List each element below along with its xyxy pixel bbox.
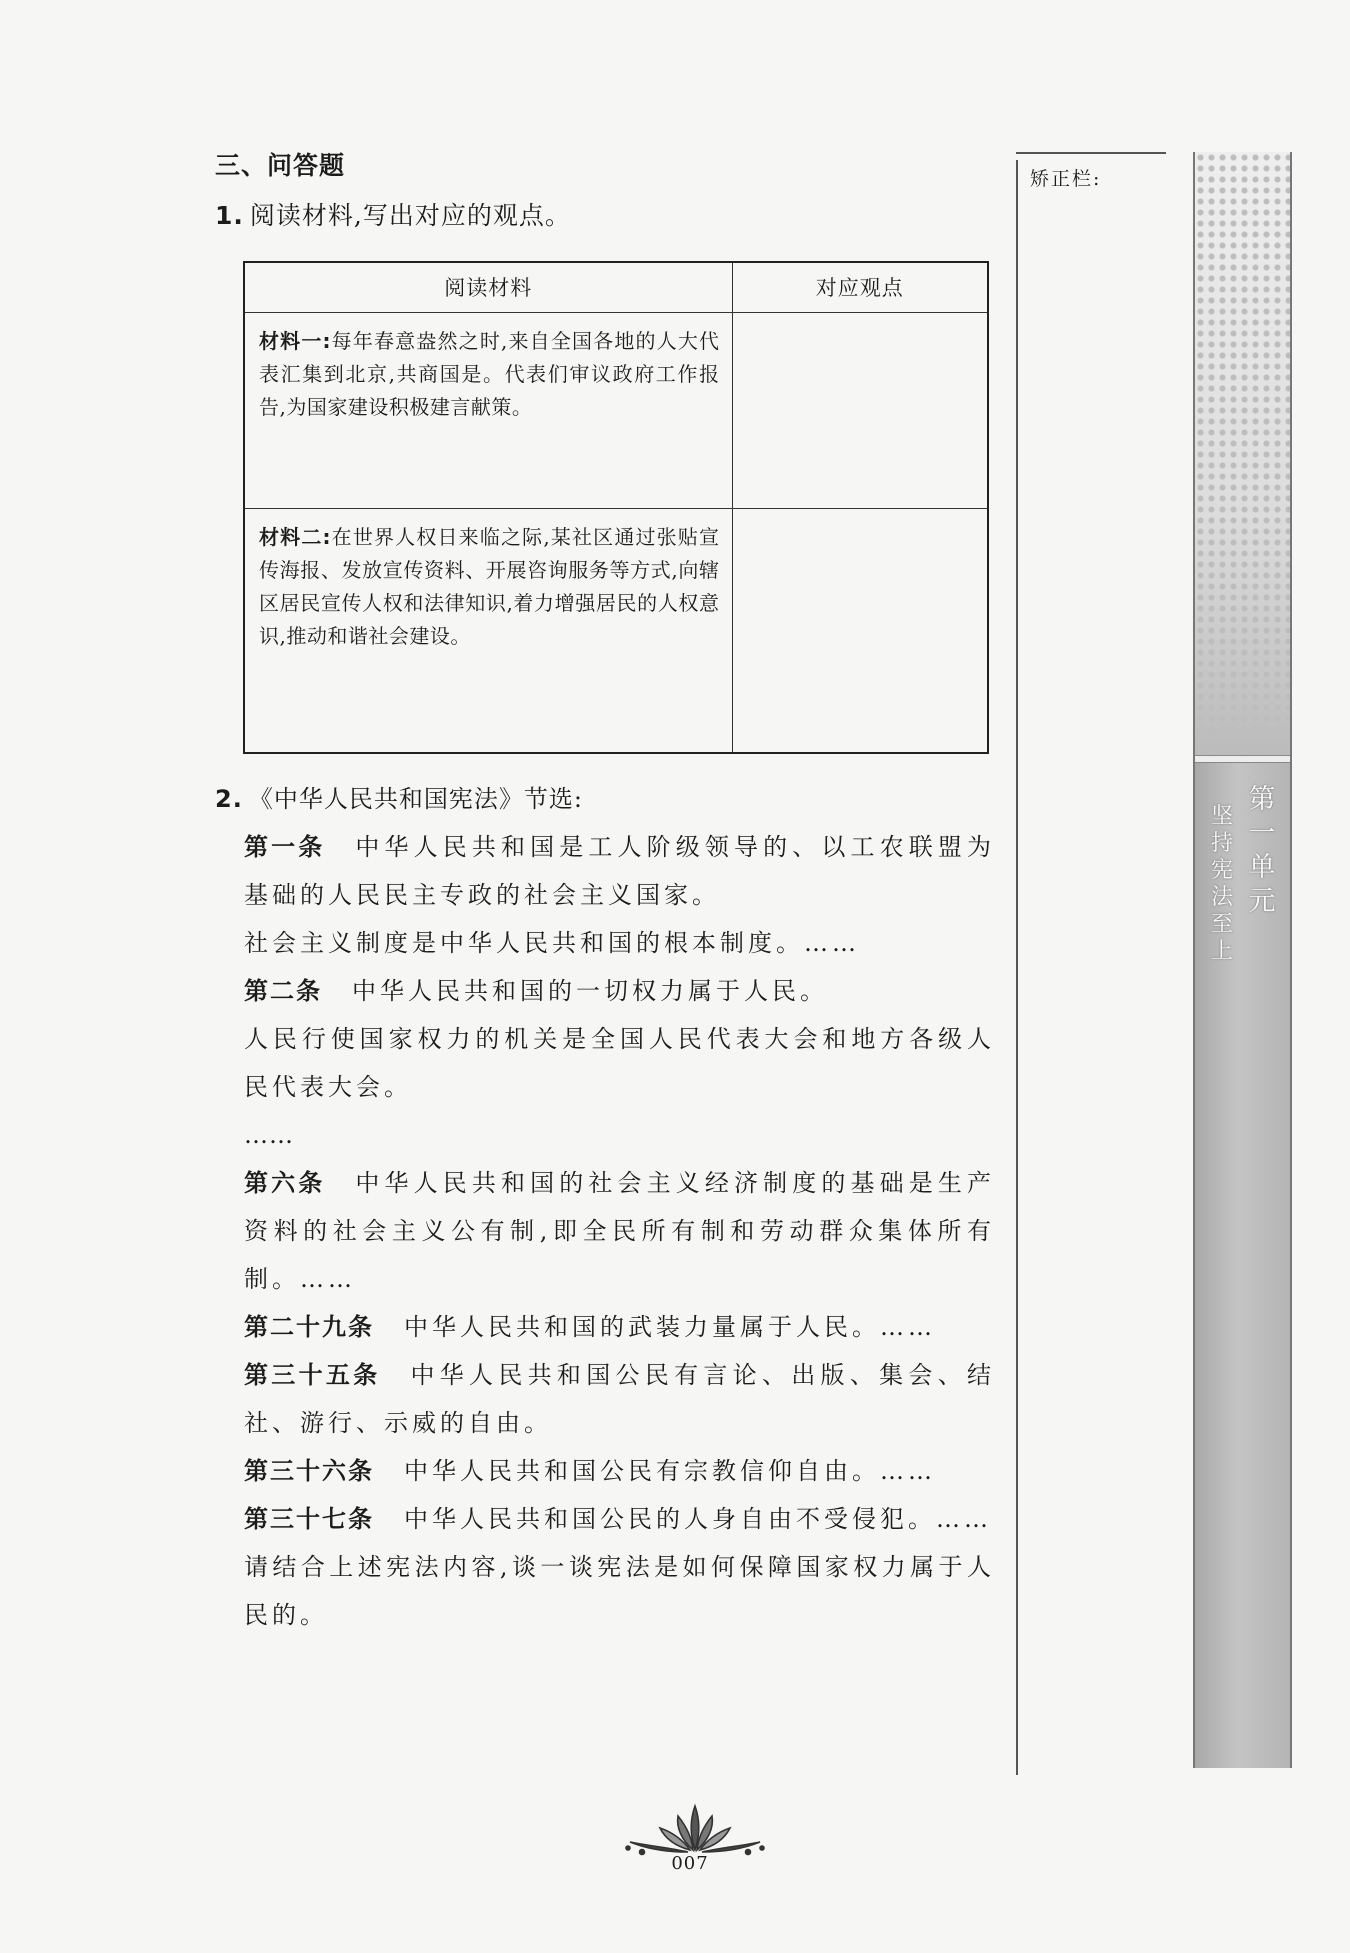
question-2: [215, 775, 995, 1639]
question-2-title-text: 《中华人民共和国宪法》节选:: [248, 785, 583, 813]
correction-column-label: 矫正栏:: [1030, 168, 1102, 190]
article-35: [244, 1351, 995, 1447]
question-1-number: 1.: [215, 201, 244, 230]
unit-side-tab: [1193, 152, 1292, 1768]
article-2: [244, 967, 995, 1015]
header-viewpoints: 对应观点: [732, 262, 988, 312]
material-one-label: 材料一:: [259, 328, 331, 353]
page-number: 007: [671, 1853, 709, 1874]
table-header-row: [244, 262, 988, 312]
material-one-text: 每年春意盎然之时,来自全国各地的人大代表汇集到北京,共商国是。代表们审议政府工作报告,为国家建设积极建言献策。: [259, 328, 720, 419]
article-2-para-2: [244, 1015, 995, 1111]
floral-ornament-icon: [620, 1800, 770, 1860]
article-29: [244, 1303, 995, 1351]
article-label: 第一条: [244, 833, 326, 861]
question-2-instruction: [244, 1543, 995, 1639]
article-label: 第六条: [244, 1169, 326, 1197]
instruction-text: 请结合上述宪法内容,谈一谈宪法是如何保障国家权力属于人民的。: [244, 1553, 995, 1629]
viewpoint-one-answer-cell[interactable]: [732, 312, 988, 508]
side-tab-divider: [1195, 755, 1290, 763]
article-36: [244, 1447, 995, 1495]
correction-column-top-rule: [1016, 152, 1166, 154]
article-text: 社会主义制度是中华人民共和国的根本制度。……: [244, 929, 860, 957]
question-1-prompt: [215, 196, 571, 232]
omission-ellipsis: [244, 1111, 995, 1159]
article-label: 第三十六条: [244, 1457, 374, 1485]
header-materials: 阅读材料: [244, 262, 732, 312]
article-label: 第三十七条: [244, 1505, 374, 1533]
question-2-number: 2.: [215, 785, 243, 813]
table-row: [244, 312, 988, 508]
article-label: 第二十九条: [244, 1313, 374, 1341]
unit-title: 坚持宪法至上: [1210, 804, 1233, 964]
material-two-text: 在世界人权日来临之际,某社区通过张贴宣传海报、发放宣传资料、开展咨询服务等方式,向辖区居民宣传人权和法律知识,着力增强居民的人权意识,推动和谐社会建设。: [259, 524, 720, 648]
article-37: [244, 1495, 995, 1543]
article-1-para-2: [244, 919, 995, 967]
article-label: 第三十五条: [244, 1361, 381, 1389]
article-text: 中华人民共和国的一切权力属于人民。: [352, 977, 828, 1005]
side-tab-label-panel: [1195, 763, 1290, 1768]
article-text: 中华人民共和国是工人阶级领导的、以工农联盟为基础的人民民主专政的社会主义国家。: [244, 833, 995, 909]
article-text: 中华人民共和国的武装力量属于人民。……: [404, 1313, 936, 1341]
article-text: 中华人民共和国公民的人身自由不受侵犯。……: [404, 1505, 992, 1533]
article-label: 第二条: [244, 977, 322, 1005]
ellipsis-text: ……: [244, 1121, 294, 1149]
side-tab-dot-pattern: [1195, 152, 1290, 755]
correction-column-divider: [1016, 160, 1018, 1775]
materials-table: [243, 261, 989, 754]
question-2-title: [215, 775, 995, 823]
article-6: [244, 1159, 995, 1303]
article-text: 中华人民共和国公民有宗教信仰自由。……: [404, 1457, 936, 1485]
article-text: 中华人民共和国公民有言论、出版、集会、结社、游行、示威的自由。: [244, 1361, 996, 1437]
viewpoint-two-answer-cell[interactable]: [732, 508, 988, 753]
article-text: 人民行使国家权力的机关是全国人民代表大会和地方各级人民代表大会。: [244, 1025, 995, 1101]
unit-number: 第一单元: [1248, 784, 1276, 917]
material-two-label: 材料二:: [259, 524, 331, 549]
material-one-cell: [244, 312, 732, 508]
question-1-text: 阅读材料,写出对应的观点。: [249, 201, 571, 230]
section-title: 三、问答题: [215, 151, 346, 180]
article-1: [244, 823, 995, 919]
constitution-excerpt: [215, 823, 995, 1639]
table-row: [244, 508, 988, 753]
article-text: 中华人民共和国的社会主义经济制度的基础是生产资料的社会主义公有制,即全民所有制和劳动群众集体所有制。……: [244, 1169, 995, 1293]
material-two-cell: [244, 508, 732, 753]
